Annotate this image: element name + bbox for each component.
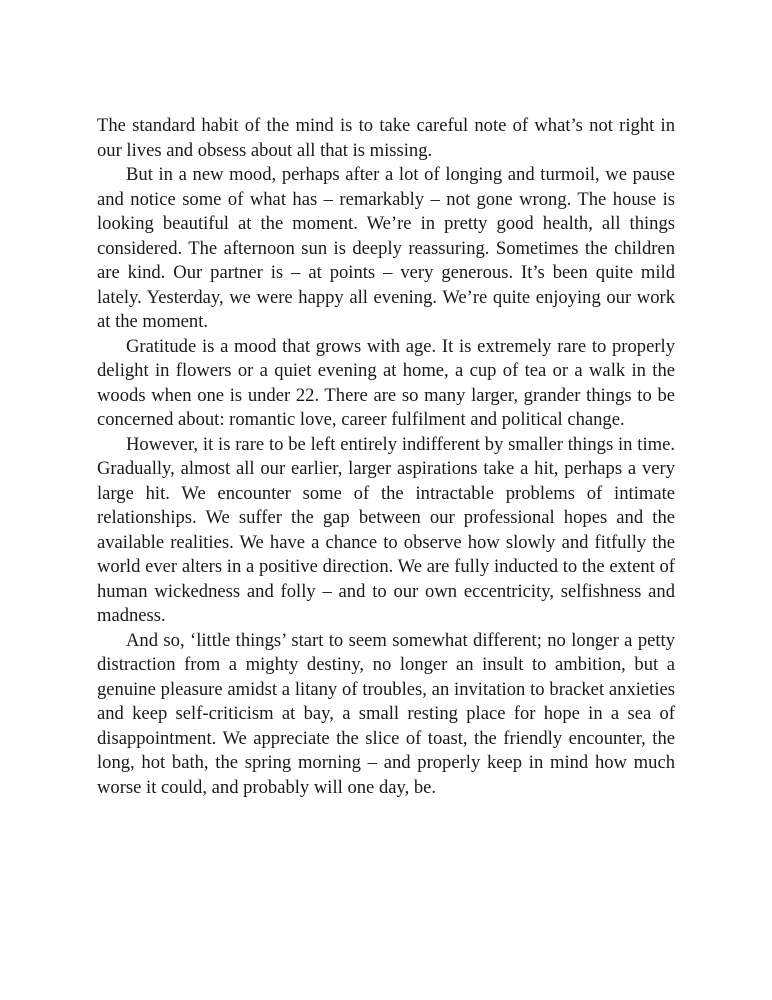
paragraph-5: And so, ‘little things’ start to seem somewhat different; no longer a petty distraction from a mighty destiny, no longer an insult to ambition, but a genuine pleasure amidst a litany of troubles, an invitation to bracket anxieties and keep self-criticism at bay, a small resting place for hope in a sea of disappointment. We appreciate the slice of toast, the friendly encounter, the long, hot bath, the spring morning – and properly keep in mind how much worse it could, and probably will one day, be. xyxy=(97,629,675,798)
paragraph-4: However, it is rare to be left entirely indifferent by smaller things in time. Gradually, almost all our earlier, larger aspirations take a hit, perhaps a very large hit. We encounter some of the intractable problems of intimate relationships. We suffer the gap between our professional hopes and the available realities. We have a chance to observe how slowly and fitfully the world ever alters in a positive direction. We are fully inducted to the extent of human wickedness and folly – and to our own eccentricity, selfishness and madness. xyxy=(97,433,675,626)
body-text xyxy=(97,114,675,800)
paragraph-1: The standard habit of the mind is to take careful note of what’s not right in our lives and obsess about all that is missing. xyxy=(97,115,675,161)
paragraph-2: But in a new mood, perhaps after a lot of longing and turmoil, we pause and notice some of what has – remarkably – not gone wrong. The house is looking beautiful at the moment. We’re in pretty good health, all things considered. The afternoon sun is deeply reassuring. Sometimes the children are kind. Our partner is – at points – very generous. It’s been quite mild lately. Yesterday, we were happy all evening. We’re quite enjoying our work at the moment. xyxy=(97,164,675,332)
paragraph-3: Gratitude is a mood that grows with age. It is extremely rare to properly delight in flowers or a quiet evening at home, a cup of tea or a walk in the woods when one is under 22. There are so many larger, grander things to be concerned about: romantic love, career fulfilment and political change. xyxy=(97,335,675,430)
